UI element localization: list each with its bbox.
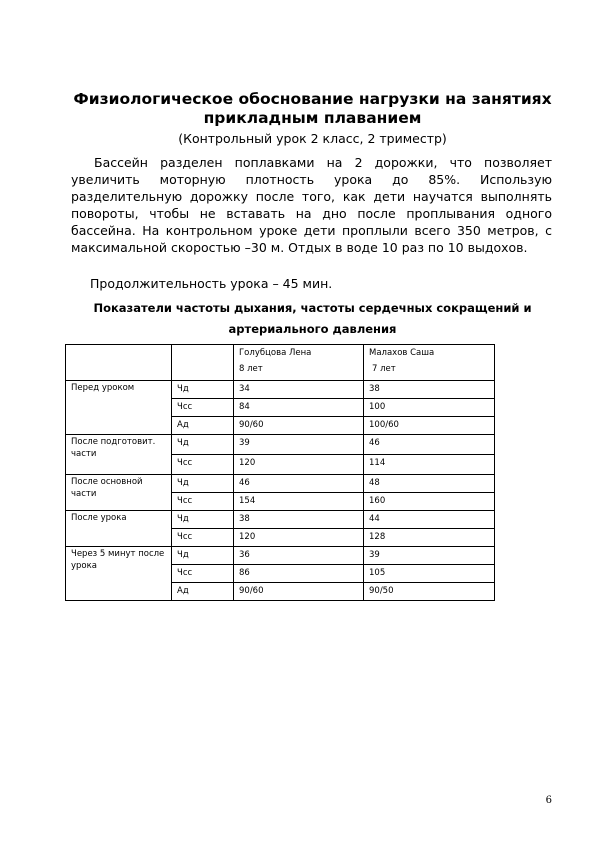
- group-label-before: Перед уроком: [66, 381, 172, 435]
- measurements-table: [65, 344, 495, 601]
- group-label-after: После урока: [66, 511, 172, 547]
- table-row: [66, 475, 495, 493]
- value-cell: 38: [234, 511, 364, 529]
- metric-cell: Чсс: [172, 399, 234, 417]
- value-cell: 160: [364, 493, 495, 511]
- metric-cell: Чсс: [172, 565, 234, 583]
- value-cell: 100/60: [364, 417, 495, 435]
- value-cell: 46: [364, 435, 495, 455]
- value-cell: 46: [234, 475, 364, 493]
- group-label-after-prep: После подготовит. части: [66, 435, 172, 475]
- header-student2: [364, 345, 495, 381]
- student1-name: Голубцова Лена: [239, 348, 312, 358]
- header-empty-cell: [66, 345, 172, 381]
- table-row: [66, 381, 495, 399]
- table-row: [66, 547, 495, 565]
- value-cell: 105: [364, 565, 495, 583]
- table-header-row: [66, 345, 495, 381]
- value-cell: 154: [234, 493, 364, 511]
- metric-cell: Чд: [172, 511, 234, 529]
- document-subtitle: (Контрольный урок 2 класс, 2 триместр): [178, 131, 447, 146]
- value-cell: 39: [234, 435, 364, 455]
- value-cell: 114: [364, 455, 495, 475]
- student2-name: Малахов Саша: [369, 348, 435, 358]
- table-caption: Показатели частоты дыхания, частоты сердечных сокращений и артериального давления: [93, 301, 532, 336]
- metric-cell: Чсс: [172, 529, 234, 547]
- value-cell: 90/60: [234, 417, 364, 435]
- table-row: [66, 435, 495, 455]
- value-cell: 36: [234, 547, 364, 565]
- document-title: Физиологическое обоснование нагрузки на занятиях прикладным плаванием: [73, 90, 552, 127]
- value-cell: 120: [234, 529, 364, 547]
- value-cell: 34: [234, 381, 364, 399]
- metric-cell: Чд: [172, 435, 234, 455]
- metric-cell: Чд: [172, 547, 234, 565]
- value-cell: 86: [234, 565, 364, 583]
- value-cell: 39: [364, 547, 495, 565]
- metric-cell: Чд: [172, 475, 234, 493]
- group-label-after-main: После основной части: [66, 475, 172, 511]
- metric-cell: Ад: [172, 417, 234, 435]
- lesson-description: Бассейн разделен поплавками на 2 дорожки, что позволяет увеличить моторную плотность урока до 85%. Использую разделительную дорожку после того, как дети научатся выполнять повороты, чтобы не вставать на дно после проплывания одного бассейна. На контрольном уроке дети проплыли всего 350 метров, с максимальной скоростью –30 м. Отдых в воде 10 раз по 10 выдохов.: [71, 155, 552, 255]
- value-cell: 120: [234, 455, 364, 475]
- metric-cell: Ад: [172, 583, 234, 601]
- metric-cell: Чд: [172, 381, 234, 399]
- lesson-duration: Продолжительность урока – 45 мин.: [90, 276, 333, 291]
- value-cell: 90/50: [364, 583, 495, 601]
- student1-age: 8 лет: [239, 364, 263, 374]
- table-row: [66, 511, 495, 529]
- header-student1: [234, 345, 364, 381]
- header-empty-cell: [172, 345, 234, 381]
- value-cell: 128: [364, 529, 495, 547]
- student2-age: 7 лет: [372, 364, 396, 374]
- value-cell: 38: [364, 381, 495, 399]
- metric-cell: Чсс: [172, 455, 234, 475]
- page-number: 6: [545, 795, 552, 806]
- value-cell: 100: [364, 399, 495, 417]
- value-cell: 48: [364, 475, 495, 493]
- value-cell: 44: [364, 511, 495, 529]
- metric-cell: Чсс: [172, 493, 234, 511]
- group-label-after5: Через 5 минут после урока: [66, 547, 172, 601]
- value-cell: 90/60: [234, 583, 364, 601]
- value-cell: 84: [234, 399, 364, 417]
